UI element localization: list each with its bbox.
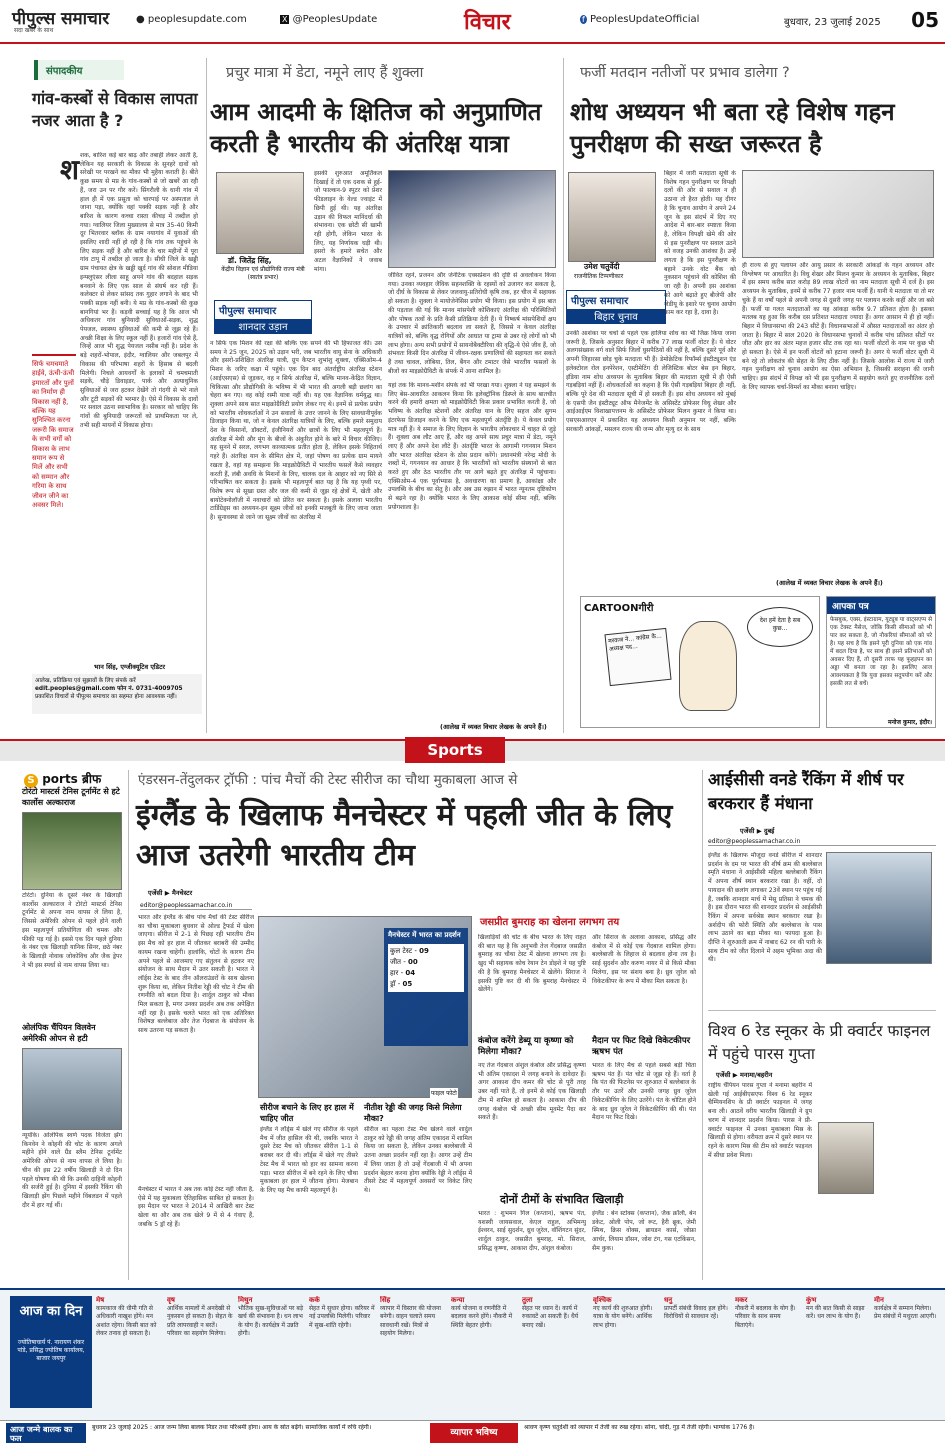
- article2-author-name: उमेश चतुर्वेदी: [584, 262, 620, 271]
- article2-author-title: राजनीतिक टिप्पणीकार: [574, 273, 624, 280]
- x-icon: X: [282, 15, 288, 24]
- stats-row: हार - 04: [390, 969, 416, 977]
- sign-aquarius: कुंभ मन की बात किसी से साझा करें। धन लाभ के योग हैं।: [806, 1296, 865, 1321]
- footer-right-label: व्यापार भविष्य: [430, 1423, 518, 1443]
- sub5-headline: मैदान पर फिट दिखे विकेटकीपर ऋषभ पंत: [592, 1036, 691, 1057]
- sign-scorpio: वृश्चिक नए कार्य की शुरुआत होगी। यात्रा के योग बनेंगे। आर्थिक लाभ होगा।: [593, 1296, 653, 1329]
- website-text: peoplesupdate.com: [147, 14, 247, 25]
- sign-sagittarius: धनु प्रापर्टी संबंधी विवाद हल होंगे। विरोधियों से सावधान रहें।: [664, 1296, 728, 1321]
- article1-kicker: प्रचुर मात्रा में डेटा, नमूने लाए हैं शुक्ला: [226, 65, 424, 81]
- ranking-body: इंग्लैंड के खिलाफ मौजूदा वनडे सीरीज में शानदार प्रदर्शन के दम पर भारत की शीर्ष क्रम की बल्लेबाज स्मृति मंधाना ने आईसीसी महिला बल्लेबाजी रैंकिंग में अपना शीर्ष स्थान बरकरार रखा है। वहीं, दो पायदान की छलांग लगाकर 23वें स्थान पर पहुंच गई हैं, जबकि शानदार मार्च में मेसू प्रतिसा ने चमक की है। इस दौरान भारत की शानदार प्रदर्शन से आईसीसी रैंकिंग में अपना सर्वश्रेष्ठ स्थान बरकरार रखा है। अर्शदीप की फोरी स्थिति और बल्लेबाज के पास लाभ उठाने का बड़ा मौका था। फायदा हुआ है। दीप्ति ने शुरुआती क्रम में नाबाद 62 रन की पारी के साथ टीम को जीत दिलाने में अहम भूमिका अदा की थी।: [708, 852, 822, 964]
- cartoon-card: मरकज ने... कांग्रेस के... अध्यक्ष पद...: [604, 628, 671, 686]
- stats-row: कुल टेस्ट - 09: [390, 947, 429, 955]
- editorial-pullquote: सिर्फ चमचमाते हाईवे, ऊंची-ऊंची इमारतों और पुलों का निर्माण ही विकास नहीं है, बल्कि यह सुनिश्चित करना जरूरी कि समाज के सभी वर्गों को विकास के लाभ समान रूप से मिलें और सभी को सम्मान और गरिमा के साथ जीवन जीने का अवसर मिले।: [32, 354, 76, 586]
- editorial-headline: गांव-कस्बों से विकास लापता नजर आता है ?: [32, 89, 198, 130]
- article2-body-bc: [566, 330, 736, 590]
- footer-left-text: बुधवार 23 जुलाई 2025 : आज जन्म लिया बालक निडर तथा परिश्रमी होगा। आय के स्रोत बढ़ेंगे। सामाजिक कार्यों में रुचि रहेगी।: [92, 1424, 372, 1431]
- article2-badge-label: बिहार चुनाव: [567, 309, 665, 324]
- sub1-body: इंग्लैंड ने लॉर्ड्स में खेले गए सीरीज के पहले मैच में जीत हासिल की थी, जबकि भारत ने दूसरे टेस्ट मैच को जीतकर सीरीज 1-1 से बराबर कर दी थी। लॉर्ड्स में खेले गए तीसरे टेस्ट मैच में भारत को हार का सामना करना पड़ा। भारत सीरीज में बने रहने के लिए चौथा मुकाबला हर हाल में जीतना होगा। मेजबान के लिए यह मैच काफी महत्वपूर्ण है।: [260, 1126, 358, 1194]
- paras-gupta-photo: [818, 1122, 874, 1194]
- brief2-headline: ओलंपिक चैंपियन विलवेन अमेरिकी ओपन से हटी: [22, 1023, 96, 1043]
- sports-section-label: Sports: [405, 737, 505, 763]
- article1-body-d: जीवित रहने, प्रजनन और जेनेटिक एक्सप्रेशन की दृष्टि से अवलोकन किया गया। उनका व्यवहार जैविक सहनशक्ति के रहस्यों को उजागर कर सकता है, जो दीर्घ के विकास से लेकर जलवायु-प्रतिरोधी कृषि तक, हर चीज में सहायक हो सकता है। शुक्ला ने मायोजेनेसिस प्रयोग भी किया। इस प्रयोग में इस बात की पड़ताल की गई कि मानव मांसपेशी कोशिकाएं अंतरिक्ष की परिस्थितियों और पोषक तत्वों के प्रति कैसी प्रतिक्रिया देती हैं। ये निष्कर्ष मांसपेशियों क्षय के उपचार में क्रांतिकारी बदलाव ला सकते हैं, जिससे न केवल अंतरिक्ष यात्रियों को, बल्कि वृद्ध रोगियों और आघात या ट्रामा से उबर रहे लोगों को भी लाभ होगा। अन्य सभी प्रयोगों में सायनोबैक्टीरिया की वृद्धि-ये ऐसे जीव हैं, जो संभवतः किसी दिन अंतरिक्ष में जीवन-रक्षक प्रणालियों की सहायता कर सकते हैं तथा चावल, लोबिया, तिल, बैंगन और टमाटर जैसे भारतीय फसलों के बीजों का माइक्रोग्रैविटी के संपर्क में आना शामिल है।: [388, 272, 556, 375]
- article2-headline: शोध अध्ययन भी बता रहे विशेष गहन पुनरीक्षण की सख्त जरूरत है: [570, 98, 895, 158]
- squad-england: इंग्लैंड : बेन स्टोक्स (कप्तान), जैक क्रॉली, बेन डकेट, ओली पोप, जो रूट, हैरी ब्रूक, जेमी स्मिथ, क्रिस वोक्स, ब्रायडन कार्स, जोफ्रा आर्चर, लियाम डॉसन, जोश टंग, गस एटकिंसन, सैम कुक।: [592, 1210, 696, 1252]
- sub1-headline: सीरीज बचाने के लिए हर हाल में चाहिए जीत: [260, 1103, 354, 1123]
- date-line: बुधवार, 23 जुलाई 2025: [784, 17, 881, 28]
- sub2-body: सीरीज का पहला टेस्ट मैच खेलने वाले शार्दुल ठाकुर को रेड्डी की जगह अंतिम एकादश में शामिल किया जा सकता है, लेकिन उनका बल्लेबाजी में उतना अच्छा प्रदर्शन नहीं रहा है। आगर उन्हें टीम में लिया जाता है तो उन्हें गेंदबाजी में भी अपना प्रदर्शन बेहतर करना होगा क्योंकि रेड्डी ने लॉर्ड्स में तीसरे टेस्ट में महत्वपूर्ण अवसरों पर विकेट लिए थे।: [364, 1126, 472, 1194]
- contact-box: [32, 674, 202, 714]
- sign-leo: सिंह व्यापार में विस्तार की योजना बनेगी। वाहन चलाते समय सावधानी रखें। मित्रों से सहयोग मिलेगा।: [380, 1296, 441, 1337]
- sign-pisces: मीन कार्यक्षेत्र में सम्मान मिलेगा। प्रेम संबंधों में मधुरता आएगी।: [874, 1296, 937, 1321]
- letters-box: [826, 596, 936, 728]
- article1-body-e: यहां तक कि मानव-मशीन संपर्क को भी परखा गया। शुक्ला ने यह समझने के लिए बेस-आधारित आकलन किया कि इलेक्ट्रॉनिक डिस्प्ले के साथ बातचीत करने की हमारी क्षमता को माइक्रोग्रैविटी किस प्रकार प्रभावित करती है, जो भविष्य के अंतरिक्ष स्टेशनों और अंतरिक्ष यान के लिए सहज और सुगम इंटरफेस डिजाइन करने के लिए एक महत्वपूर्ण अंतर्दृष्टि है। ये केवल प्रयोग मात्र नहीं हैं। ये समाज के लिए विज्ञान के भारतीय लोकाचार में चाहत से जुड़े हैं। शुक्ला अब लौट आए हैं, और वह अपने साथ प्रचुर मात्रा में डेटा, नमूने लाए हैं और अपने देश लौटे हैं। अंतर्दृष्टि भारत के आगामी गगनयान मिशन और भारत अंतरिक्ष स्टेशन के ठोस प्रदान करेंगे। प्रधानमंत्री नरेन्द्र मोदी के शब्दों में, गगनयान का आधार है कि भारतीयों को भारतीय संस्थानों से बात करते हुए और ठेठ भारतीय तौर पर आगे बढ़ते हुए अंतरिक्ष में पहुंचाना। एक्सिओम-4 एक पूर्वाभ्यास है, अवधारणा का प्रमाण है, आकांक्षा और उपलब्धि के बीच का सेतु है। और अब उस रुझान में भारत न्यूनतम दृष्टिकोण से बढ़ने रहा है। क्योंकि भारत के लिए आकाश कोई सीमा नहीं, बल्कि प्रयोगशाला है।: [388, 382, 556, 511]
- sports-ball-icon: S: [24, 774, 38, 788]
- sports-kicker: एंडरसन-तेंदुलकर ट्रॉफी : पांच मैचों की टेस्ट सीरीज का चौथा मुकाबला आज से: [138, 772, 518, 788]
- brief1-headline: टोरंटो मास्टर्स टेनिस टूर्नामेंट से हटे कार्लोस अल्काराज: [22, 787, 120, 807]
- sub2-headline: नीतीश रेड्डी की जगह किसे मिलेगा मौका?: [364, 1103, 462, 1123]
- sports-brief-label: ports ब्रीफ: [42, 772, 102, 786]
- brief1-body: टोरंटो। दुनिया के दूसरे नंबर के खिलाड़ी कार्लोस अल्काराज ने टोरंटो मास्टर्स टेनिस टूर्नामेंट से अपना नाम वापस ले लिया है, जिससे अमेरिकी ओपन से पहले होने वाली इस महत्वपूर्ण प्रतियोगिता की चमक और फीकी पड़ गई है। इससे एक दिन पहले दुनिया के नंबर एक खिलाड़ी यानिक सिनर, छठे नंबर के खिलाड़ी नोवाक जोकोविच और जैक ड्रेपर ने भी इस स्पर्धा से नाम वापस लिया था।: [22, 892, 122, 969]
- stats-title: मैनचेस्टर में भारत का प्रदर्शन: [388, 931, 461, 939]
- sign-virgo: कन्या कार्य योजना व रणनीति में बदलाव करने होंगे। नौकरी में स्थिति बेहतर होगी।: [451, 1296, 513, 1329]
- sub4-body: नए तेज गेंदबाज अंशुल कंबोज और प्रसिद्ध कृष्णा भी अंतिम एकादश में जगह बनाने के दावेदार हैं। अगर आकाश दीप कमर की चोट से पूरी तरह उबर नहीं पाते हैं, तो इनमें से कोई एक खिलाड़ी टीम में शामिल हो सकता है। आकाश दीप की जगह कंबोज भी अच्छी सीम मूवमेंट पैदा कर सकते हैं।: [478, 1062, 586, 1122]
- article1-body-b: न सिर्फ एक मिशन की रक्षा की बल्कि एक सपने की भी हिफाजत की। उस समय ने 25 जून, 2025 को उड़ान भरी, जब भारतीय वायु सेना के अधिकारी और इसरो-प्रशिक्षित अंतरिक्ष यात्री, ग्रुप कैप्टन शुभांशु शुक्ला, एक्सिओम-4 मिशन के जरिए कक्षा में पहुंचे। एक दिन बाद अंतर्राष्ट्रीय अंतरिक्ष स्टेशन (आईएसएस) से जुड़कर, वह न सिर्फ अंतरिक्ष में, बल्कि मानव-केंद्रित विज्ञान, चिकित्सा और प्रौद्योगिकी के भविष्य में भी भारत की अगली बड़ी छलांग का चेहरा बन गए।: [210, 340, 382, 400]
- voters-list-photo: [742, 170, 934, 258]
- masthead: [0, 0, 945, 44]
- sub3-body: खिलाड़ियों की चोट के बीच भारत के लिए राहत की बात यह है कि अनुभवी तेज गेंदबाज जसप्रीत बुमराह का चौथा टेस्ट में खेलना लगभग तय है। खुद भी सहायक कोच रेयान टेन डोइशे ने यह पुष्टि की है कि बुमराह मैनचेस्टर में खेलेंगे। सिराज ने इसकी पुष्टि कर दी थी कि बुमराह मैनचेस्टर में खेलेंगे।: [478, 934, 586, 994]
- ranking-email[interactable]: editor@peoplessamachar.co.in: [708, 838, 936, 846]
- article1-body-a: इसकी शुरुआत अमूर्तिकल दिखाई दें तो एक दशक से हुई-जो फाल्कन-9 स्पुटर को प्रेशर फीडलाइन के वेल्ड ज्वाइंट में छिपी हुई थी। यह अंतरिक्ष उड़ान की विफल मानिंदर्धा की संभावना। एक छोटी सी खामी रही होगी, लेकिन भारत के लिए, यह निर्णायक घड़ी थी। इसरो के हमारे सचेत और अटल वैज्ञानिकों ने जवाब मांगा।: [314, 170, 382, 273]
- facebook-icon: f: [582, 15, 585, 24]
- x-handle-text: @PeoplesUpdate: [292, 14, 378, 25]
- article1-body-c: वह कोई रस्मी यात्रा नहीं थी। यह एक वैज्ञानिक धर्मयुद्ध था। शुक्ला अपने साथ सात माइक्रोग्रैविटी प्रयोग लेकर गए थे। इनमें से प्रत्येक प्रयोग को भारतीय शोधकर्ताओं ने उन सवालों के उत्तर जानने के लिए सावधानीपूर्वक डिजाइन किया था, जो न केवल अंतरिक्ष यात्रियों के लिए, बल्कि हमारे समुदाय देश के किसानों, डॉक्टरों, इंजीनियरों और छात्रों के लिए भी महत्वपूर्ण हैं। अंतरिक्ष में मेथी और मूंग के बीजों के अंकुरित होने के बारे में विचार कीजिए। यह सुनने में सरल, लगभग काव्यात्मक प्रतीत होता है, लेकिन इसके निहितार्थ गहरे हैं। अंतरिक्ष यान के सीमित क्षेत्र में, जहां पोषण का प्रत्येक ग्राम मायने रखता है, वहां यह समझना कि माइक्रोग्रैविटी में भारतीय फसलें कैसे व्यवहार करती हैं, लंबी अवधि के मिशनों के लिए, चालक दल के आहार को नए सिरे से परिभाषित कर सकता है। इसके भी महत्वपूर्ण बात यह है कि यह पृथ्वी पर, विशेष रूप से सूखा ग्रस्त और जल की कमी से जूझ रहे क्षेत्रों में, खेती और बायोटेक्नोलॉजी में नवाचारों को प्रेरित कर सकता है। इसके अलावा भारतीय टार्डिग्रेड्स का अध्ययन-इन सूक्ष्म जीवों को इनकी मजबूती के लिए जाना जाता है। सुनावस्था से जाने जा सूक्ष्म जीवों का अंतरिक्ष में: [210, 392, 382, 522]
- snooker-dateline: एजेंसी ▶ मनामा/बहरीन: [716, 1071, 773, 1079]
- sub3-headline: [480, 914, 619, 928]
- cartoon-title: CARTOONगीरी: [584, 603, 654, 614]
- row-divider: [708, 1010, 936, 1011]
- ranking-headline: आईसीसी वनडे रैंकिंग में शीर्ष पर बरकरार हैं मंधाना: [708, 770, 904, 813]
- article1-footnote: (आलेख में व्यक्त विचार लेखक के अपने हैं।): [440, 723, 547, 731]
- editorial-dropcap: श: [60, 153, 80, 186]
- sign-taurus: वृष आर्थिक मामलों में अनदेखी से नुकसान हो सकता है। सेहत के प्रति लापरवाही न बरतें। परिवार का सहयोग मिलेगा।: [167, 1296, 233, 1337]
- stats-row: ड्रॉ - 05: [390, 980, 413, 988]
- editorial-badge: संपादकीय: [34, 60, 124, 80]
- stats-row: जीत - 00: [390, 958, 418, 966]
- article1-author-title: केंद्रीय विज्ञान एवं प्रौद्योगिकी राज्य मंत्री (स्वतंत्र प्रभार): [221, 266, 305, 281]
- sports-dateline: एजेंसी ▶ मैनचेस्टर: [148, 889, 193, 897]
- column-divider-2: [563, 58, 564, 733]
- sports-body-b: मैनचेस्टर में भारत ने अब तक कोई टेस्ट नहीं जीता है, ऐसे में यह मुकाबला ऐतिहासिक साबित हो सकता है। इस मैदान पर भारत ने 2014 में आखिरी बार टेस्ट खेला था और अब तक खेले 9 में से 4 गंवाए हैं, जबकि 5 ड्रॉ रहे हैं।: [138, 1186, 254, 1228]
- rashifal-astrologer: ज्योतिषाचार्य पं. नारायण शंकर पांडे, प्रसिद्ध ज्योतिष कार्यालय, बाजार जयपुर: [17, 1339, 85, 1362]
- article2-badge-logo: पीपुल्स समाचार: [571, 296, 629, 307]
- letters-title: आपका पत्र: [827, 597, 935, 614]
- sub3-headline-text: जसप्रीत बुमराह का खेलना लगभग तय: [480, 917, 620, 928]
- sports-body-a: भारत और इंग्लैंड के बीच पांच मैचों की टेस्ट सीरीज का चौथा मुकाबला बुधवार से ओल्ड ट्रैफर्ड में खेला जाएगा। सीरीज में 2-1 से पिछड़ रही भारतीय टीम इस मैच को हर हाल में जीतकर बराबरी की उम्मीद कायम रखना चाहेगी। हालांकि, चोटों के कारण टीम अपने पहले से आजमाए गए संतुलन से हटकर नए संयोजन के साथ मैदान में उतर सकती है। भारत ने लॉर्ड्स टेस्ट के बाद तीन ऑलराउंडरों के साथ खेलना शुरू किया था, लेकिन नितीश रेड्डी की चोट ने टीम की रणनीति को बदल दिया है। शार्दुल ठाकुर को मौका मिल सकता है, मगर उनका प्रदर्शन अब तक अपेक्षित नहीं रहा है। इसके चलते भारत को एक अतिरिक्त विशेषज्ञ बल्लेबाज और तेज गेंदबाज के संयोजन के साथ उतरना पड़ सकता है।: [138, 914, 254, 1035]
- column-divider-3: [128, 770, 129, 1280]
- column-divider-4: [702, 770, 703, 1280]
- sub3-body2: और सिराज के अलावा आकाश, प्रसिद्ध और कंबोज में से कोई एक गेंदबाज शामिल होगा। बल्लेबाजी के लिहाज से बदलाव होना तय है। साई सुदर्शन और करुण नायर में से किसे मौका मिलेगा, इस पर संशय बना है। ध्रुव जुरेल को विकेटकीपर के रूप में मौका मिल सकता है।: [592, 934, 696, 985]
- astronaut-photo: [388, 170, 556, 268]
- website-link[interactable]: [136, 14, 247, 25]
- ranking-dateline: एजेंसी ▶ दुबई: [740, 827, 775, 835]
- mandhana-photo: [826, 852, 932, 964]
- article2-body-a: बिहार में जारी मतदाता सूची के विशेष गहन पुनरीक्षण पर विपक्षी दलों की ओर से सवाल न ही उठाना तो हैरत होती। यह दीगर है कि चुनाव आयोग ने अपने 24 जून के इस संदर्भ में दिए गए आदेश में बार-बार स्पष्टता किया है, लेकिन विपक्षी खेमे की ओर से इस पुनरीक्षण पर सवाल उठने को वजह उनकी आशंका है। उन्हें लगता है कि इस पुनरीक्षण के बहाने उनके वोट बैंक को नुकसान पहुंचाने की कोशिश की जा रही है। अपनी इस आशंका को आगे बढ़ाते हुए बीजेपी और जेडीयू के इशारे पर चुनाव आयोग काम कर रहा है, दावा है।: [664, 170, 736, 317]
- article2-badge: [566, 290, 666, 324]
- sign-libra: तुला सेहत पर ध्यान दें। कार्य में रुकावटें आ सकती हैं। धैर्य बनाए रखें।: [522, 1296, 579, 1329]
- squads-headline: दोनों टीमों के संभावित खिलाड़ी: [500, 1193, 624, 1206]
- disclaimer: प्रकाशित विचारों से पीपुल्स समाचार का सहमत होना आवश्यक नहीं।: [35, 694, 177, 700]
- cartoon-speech-bubble: देश हमें देता है सब कुछ...: [747, 607, 813, 647]
- article1-body-bc: [210, 340, 382, 732]
- sports-email[interactable]: editor@peoplessamachar.co.in: [140, 902, 252, 910]
- squad-india: भारत : शुभमन गिल (कप्तान), ऋषभ पंत, यशस्वी जायसवाल, केएल राहुल, अभिमन्यु ईश्वरन, साई सुदर्शन, ध्रुव जुरेल, वॉशिंगटन सुंदर, शार्दुल ठाकुर, जसप्रीत बुमराह, मो. सिराज, प्रसिद्ध कृष्णा, आकाश दीप, अंशुल कंबोज।: [478, 1210, 586, 1252]
- article1-headline: आम आदमी के क्षितिज को अनुप्राणित करती है भारतीय की अंतरिक्ष यात्रा: [210, 98, 542, 158]
- sign-capricorn: मकर नौकरी में बदलाव के योग हैं। परिवार के साथ समय बिताएंगे।: [735, 1296, 796, 1329]
- sign-gemini: मिथुन भौतिक सुख-सुविधाओं पर बड़े खर्च की संभावना है। धन लाभ के योग हैं। कार्यक्षेत्र में उन्नति होगी।: [238, 1296, 304, 1337]
- article2-kicker: फर्जी मतदान नतीजों पर प्रभाव डालेगा ?: [580, 65, 790, 81]
- footer-strip: [0, 1420, 945, 1445]
- sports-headline: इंग्लैंड के खिलाफ मैनचेस्टर में पहली जीत के लिए आज उतरेगी भारतीय टीम: [136, 798, 673, 873]
- article2-body-d: ही राज्य से हुए पलायन और आयु प्रसार के सरकारी आंकड़ों के गहन अध्ययन और विश्लेषण पर आधारित है। विधु शेखर और मिलन कुमार के अध्ययन के मुताबिक, बिहार में इस समय करीब सात करोड़ 89 लाख वोटरों का नाम मतदाता सूची में दर्ज है। इस अध्ययन के मुताबिक, इनमें से करीब 77 हजार नाम फर्जी हैं। यानी ये मतदाता या तो मर चुके हैं या वर्षों पहले से अपनी जगह से दूसरी जगह पर पलायन करके कहीं और जा बसे हैं। फर्जी या गलत मतदाताओं का यह आंकड़ा करीब 9.7 प्रतिशत होता है। इसका मतलब यह हुआ कि करीब दस प्रतिशत मतदाता ज्यादा हैं। अगर आसान में ही हो नहीं। बिहार में विधानसभा की 243 सीटें हैं। विधानसभाओं में औसत मतदाताओं का अंतर हो जाता है। बिहार में साल 2020 के विधानसभा चुनावों में करीब पांच प्रतिशत सीटों पर जीत और हार का अंतर महज हजार सीट तक रहा था। फर्जी वोटरों के नाम पर कुछ भी हो सकता है। ऐसे में इन फर्जी वोटरों को हटाना जरूरी है। अगर ये फर्जी वोटर सूची में बने रहे तो लोकतंत्र की सेहत के लिए ठीक नहीं है। जिसके आलोक में राज्य में जारी गहन पुनरीक्षण को चुनाव आयोग का ऐसा अभियान है, जिसकी सराहना की जानी चाहिए। इस संदर्भ में विपक्ष को भी इस पुनरीक्षण में सहयोग करते हुए राजनीतिक दलों के लिए व्यापक चर्चा-विमर्श का मौका बनाना चाहिए।: [742, 262, 934, 391]
- tennis-player2-photo: [22, 1048, 122, 1130]
- x-link[interactable]: [280, 14, 377, 25]
- cartoon-panel: [580, 596, 820, 728]
- contact-label: आलेख, प्रतिक्रिया एवं सुझावों के लिए संपर्क करें: [35, 678, 136, 684]
- article1-author-name: डॉ. जितेंद्र सिंह,: [228, 256, 272, 265]
- article1-badge: [214, 300, 312, 334]
- photo-credit: फाइल फोटो: [431, 1090, 457, 1097]
- column-divider: [206, 58, 207, 733]
- stats-box: [384, 928, 468, 1046]
- sub4-headline: कंबोज करेंगे डेब्यू या कृष्णा को मिलेगा मौका?: [478, 1036, 574, 1057]
- article2-body-c: डेमोक्रेटिक रिफॉर्म्स इंस्टीट्यूशन एंड इलेक्टोरल रोल इनपेरेशन, एस्टीमेटिंग दी लेजिस्टिक बोटर बेस इन बिहार, इंडिया नाम शोध अध्ययन के मुताबिक बिहार की मतदाता सूची में ही ऐसी गड़बड़ियां नहीं हैं। शोधकर्ताओं का कहना है कि ऐसी गड़बड़ियां बिहार ही नहीं, बल्कि पूरे देश की मतदाता सूची में हो सकती हैं। इस शोध अध्ययन को मुंबई के एसपी जैन इंस्टीट्यूट ऑफ मैनेजमेंट के असिस्टेंट प्रोफेसर विधु शेखर और आईआईएम विशाखापत्तनम के असिस्टेंट प्रोफेसर मिलन कुमार ने किया था। एसएसआरएन में प्रकाशित यह अध्ययन किसी अनुमान पर नहीं, बल्कि सरकारी आंकड़ों, मसलन राज्य की जन्म और मृत्यु दर के साथ: [566, 356, 736, 433]
- snooker-body: राष्ट्रीय चैंपियन पारस गुप्ता ने मनामा बहरीन में खेली गई आईबीएसएफ विश्व 6 रेड स्नूकर चैम्पियनशिप के प्री क्वार्टर फाइनल में जगह बना ली। आठवें वरीय भारतीय खिलाड़ी ने ग्रुप चरण में शानदार प्रदर्शन किया। पारस ने प्री-क्वार्टर फाइनल में उनका मुकाबला मिस्र के खिलाड़ी से होगा। वरीयता क्रम में दूसरे स्थान पर रहने के कारण मिस्र की टीम को क्वार्टर फाइनल में सीधा प्रवेश मिला।: [708, 1082, 812, 1159]
- editorial-signature: भान सिंह, एग्जीक्यूटिव एडिटर: [94, 663, 166, 671]
- article2-body-b: उनकी आशंका पर चर्चा से पहले एक हालिया शोध का भी जिक्र किया जाना जरूरी है, जिसके अनुसार बिहार में करीब 77 लाख फर्जी वोटर हैं। ये वोटर अलगसंख्यक वर्ग वाले सिर्फ जिलों घुसपैठियों की नहीं है, बल्कि दूसरे पूर्व और अपनी जिहारसा छोड़ चुके मतदाता भी हैं।: [566, 330, 736, 364]
- page-number: 05: [911, 8, 939, 32]
- cartoon-figure: [679, 621, 737, 711]
- letters-body: फेसबुक, एक्स, इंस्टाग्राम, यूट्यूब या वाट्सएप्प से एक टेक्स्ट मैसेज, जोकि किसी सीमाओं को भी पार कर सकता है, जो नौकरियां सीमाओं को परे है। यह सच है कि इसने पूरी दुनिया को एक गांव में बदल दिया है, पर साथ ही इसने प्रतिभाओं को अवसर दिए हैं, तो दूसरी तरफ यह फूहड़पन का अड्डा भी बनता जा रहा है। इसलिए आज आवश्यकता है कि युवा इसका सदुपयोग करें और इसकी लत से बचें।: [830, 617, 932, 687]
- newspaper-logo: पीपुल्स समाचार: [12, 9, 110, 29]
- article2-footnote: (आलेख में व्यक्त विचार लेखक के अपने हैं।): [776, 579, 883, 587]
- footer-left-label: आज जन्मे बालक का फल: [6, 1423, 86, 1443]
- sub5-body: भारत के लिए मैच से पहले सबसे बड़ी चिंता ऋषभ पंत हैं। पंत चोट से जूझ रहे हैं। वर्ता है कि पंत की फिटनेस पर शुरुआत में बल्लेबाज के तौर पर उतरें और उनकी जगह ध्रुव जुरेल विकेटकीपिंग के लिए उतरेंगे। पंत के चोटिल होने के बाद ध्रुव जुरेल ने विकेटकीपिंग की थी। पंत मैदान पर फिट दिखे।: [592, 1062, 696, 1122]
- editorial-body: शक, बारिश कई बार बाढ़ और तबाही लेकर आती है, लेकिन यह सरकारी के विकास के सुनहरे दावों को सरेखी पर परखने का मौका भी मुहैया कराती है। बीते कुछ समय से मप्र के गांव-कस्बों से जो खबरें आ रही हैं, जरा उन पर गौर करें। सिंगरौली के धानी गांव में हाल ही में एक प्रसूता को चारपाई पर अस्पताल ले जाना पड़ा, क्योंकि वहां पक्की सड़क नहीं है और बारिश के कारण कच्चा रास्ता कीचड़ में तब्दील हो गया। ग्वालियर जिला मुख्यालय से मात्र 35-40 किमी दूर भितरवार ब्लॉक के ग्राम नयागांव में युवाओं की इसलिए शादी नहीं हो रही है कि गांव तक पहुंचने के लिए सड़क नहीं है और बारिश के चार महीनों में पूरा गांव टापू में तब्दील हो जाता है। सीधी जिले के खड्डी ग्राम पंचायत क्षेत्र के खड्डी खुर्द गांव की सोशल मीडिया इन्फ्लुएंसर लीला साहू अपने गांव की बदहाल सड़क बनवाने के लिए एक साल से संघर्ष कर रही हैं। कलेक्टर से लेकर सांसद तक गुहार लगाने के बाद भी पक्की सड़क नहीं बनी। ये मप्र के गांव-कस्बों की कुछ बानगियां भर हैं। कड़वी सच्चाई यह है कि आज भी अधिकतर गांव बुनियादी सुविधाओं-सड़क, शुद्ध पेयजल, स्वास्थ्य सुविधाओं की कमी से जूझ रहे हैं। अच्छी शिक्षा के लिए स्कूल नहीं हैं। हजारों गांव ऐसे हैं, जिन्हें आज भी शुद्ध पेयजल नसीब नहीं है। प्रदेश के बड़े शहरों-भोपाल, इंदौर, ग्वालियर और जबलपुर में विकास की परिभाषा शहरों के हिसाब से बदली मिलेगी। निचले आयवर्गों के इलाकों में चमचमाती सड़कें, चौड़े डिवाइडर, पार्क और अत्याधुनिक सुविधाओं से जरा हटकर देखेंगे तो गंदगी से भरे नाले और टूटी सड़कों की भरमार है। ऐसे में विकास के दावों पर सवाल उठना स्वाभाविक है। सरकार को चाहिए कि गांवों की बुनियादी जरूरतों को प्राथमिकता पर ले, तभी सही मायनों में विकास होगा।: [80, 152, 198, 429]
- globe-icon: ●: [136, 14, 148, 25]
- rashifal-title: आज का दिन: [19, 1304, 83, 1319]
- brief2-body: न्यूयॉर्क। ओलंपिक स्वर्ण पदक विजेता झेंग किनवेन ने कोहनी की चोट के कारण अगले महीने होने वाले ग्रैंड स्लैम टेनिस टूर्नामेंट अमेरिकी ओपन से नाम वापस ले लिया है। चीन की इस 22 वर्षीय खिलाड़ी ने दो दिन पहले घोषणा की थी कि उनकी दाहिनी कोहनी की सर्जरी हुई है। दुनिया में इसकी रैंकिंग की खिलाड़ी झेंग पिछले महीने विंबलडन में पहले दौर में हार गई थीं।: [22, 1132, 122, 1209]
- facebook-text: PeoplesUpdateOfficial: [590, 14, 700, 25]
- article1-badge-label: शानदार उड़ान: [215, 319, 311, 334]
- tennis-player-photo: [22, 812, 122, 890]
- sign-aries: मेष कामकाज की धीमी गति से अधिकारी नाखुश होंगे। मन अशांत रहेगा। किसी बात को लेकर तनाव हो सकता है।: [96, 1296, 157, 1337]
- logo-tagline: सदा खबर के साथ: [14, 27, 54, 34]
- facebook-link[interactable]: [580, 14, 699, 25]
- author2-photo: [568, 172, 656, 262]
- snooker-headline: विश्व 6 रेड स्नूकर के प्री क्वार्टर फाइनल में पहुंचे पारस गुप्ता: [708, 1022, 931, 1063]
- article1-badge-logo: पीपुल्स समाचार: [219, 306, 277, 317]
- letters-signature: मनोज कुमार, इंदौर।: [888, 719, 932, 726]
- author-photo: [216, 172, 304, 254]
- footer-right-text: श्रावण कृष्ण चतुर्दशी को व्यापार में तेजी का रुख रहेगा। सोना, चांदी, गुड़ में तेजी रहेगी। भाग्यांक 1776 है।: [524, 1424, 755, 1431]
- contact-email[interactable]: edit.peoples@gmail.com फोन नं. 0731-4009705: [35, 686, 183, 692]
- stats-table: [388, 944, 464, 992]
- section-title: विचार: [464, 10, 511, 35]
- rashifal-panel: [10, 1296, 92, 1408]
- sign-cancer: कर्क सेहत में सुधार होगा। करियर में नई उपलब्धि मिलेगी। परिवार में सुख-शांति रहेगी।: [309, 1296, 375, 1329]
